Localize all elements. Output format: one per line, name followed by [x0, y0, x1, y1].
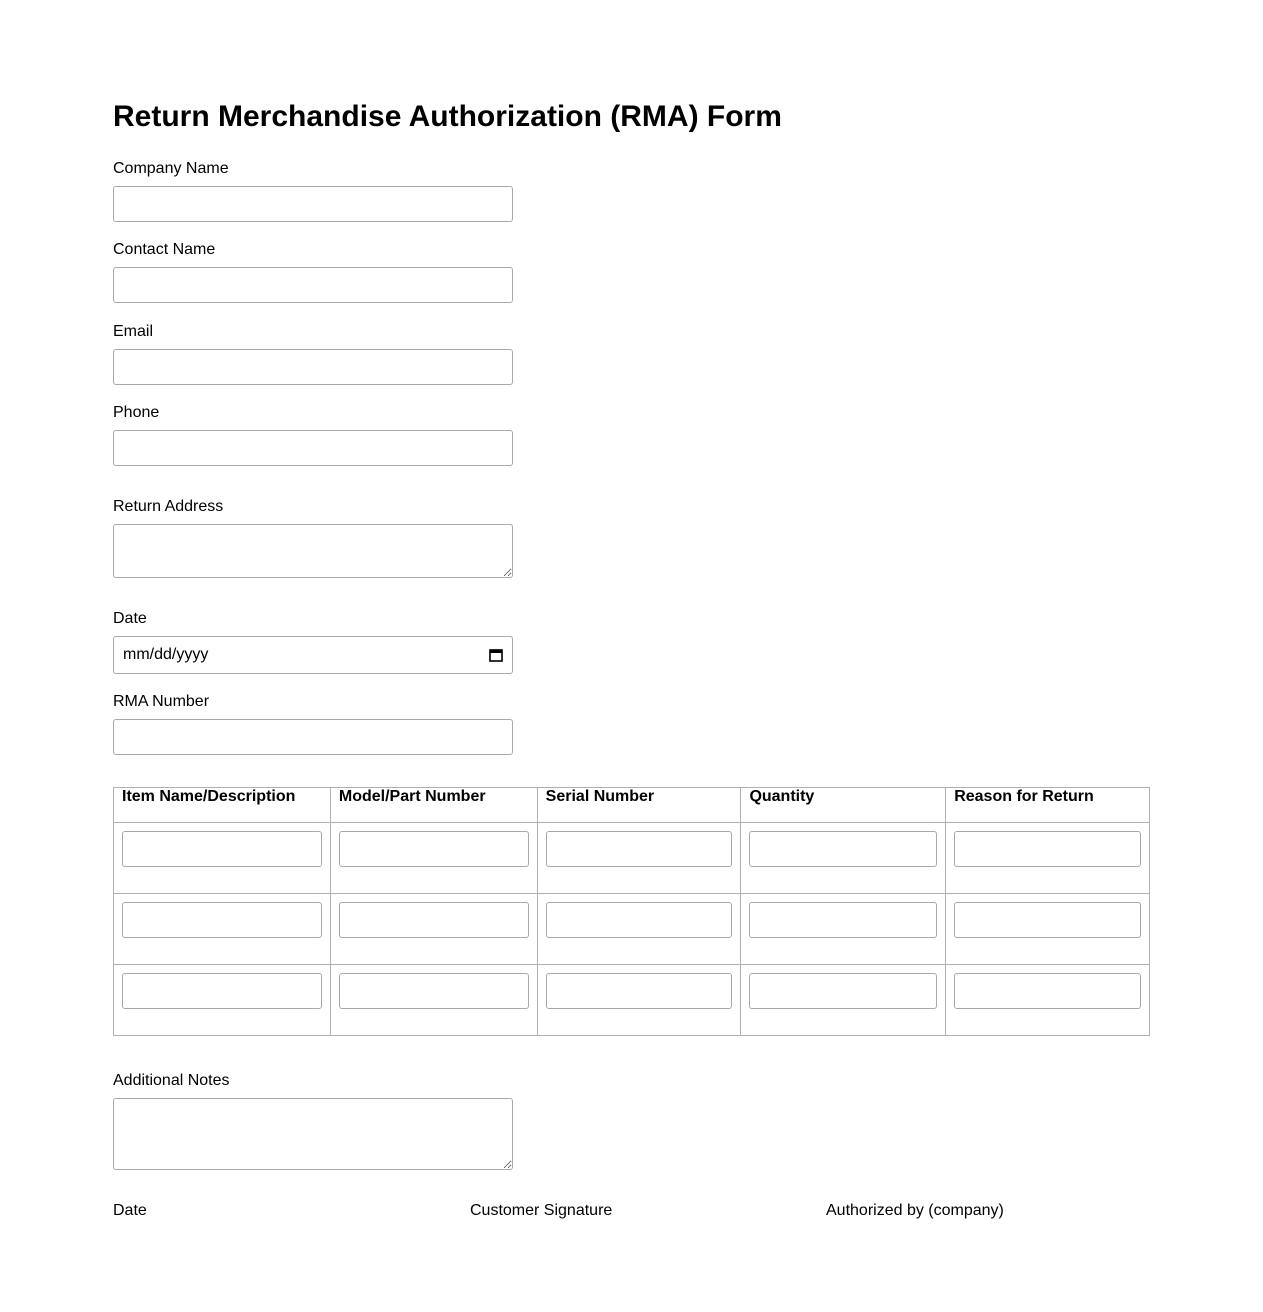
date-input[interactable]: [113, 636, 513, 674]
table-cell: [537, 965, 741, 1036]
customer-signature-label: Customer Signature: [470, 1202, 613, 1219]
table-cell: [946, 823, 1150, 894]
table-cell: [946, 894, 1150, 965]
table-cell-input[interactable]: [546, 973, 733, 1009]
table-cell: [330, 965, 537, 1036]
phone-label: Phone: [113, 404, 160, 421]
items-table: [113, 787, 1150, 1036]
email-label: Email: [113, 323, 154, 340]
table-row: [114, 965, 1150, 1036]
table-cell-input[interactable]: [339, 831, 529, 867]
table-cell: [537, 823, 741, 894]
column-header: Reason for Return: [946, 788, 1150, 823]
calendar-icon[interactable]: [489, 648, 503, 662]
table-cell: [741, 894, 946, 965]
date-placeholder: mm/dd/yyyy: [123, 646, 209, 663]
table-cell: [330, 894, 537, 965]
table-cell: [537, 894, 741, 965]
table-cell-input[interactable]: [546, 902, 733, 938]
table-cell-input[interactable]: [339, 973, 529, 1009]
return-address-textarea[interactable]: [113, 524, 513, 578]
signature-date-label: Date: [113, 1202, 147, 1219]
additional-notes-label: Additional Notes: [113, 1072, 230, 1089]
additional-notes-textarea[interactable]: [113, 1098, 513, 1170]
table-cell-input[interactable]: [749, 973, 937, 1009]
phone-input[interactable]: [113, 430, 513, 466]
table-cell: [114, 894, 331, 965]
company-name-label: Company Name: [113, 160, 229, 177]
return-address-label: Return Address: [113, 498, 224, 515]
column-header: Model/Part Number: [330, 788, 537, 823]
table-cell-input[interactable]: [122, 973, 322, 1009]
table-cell: [114, 823, 331, 894]
table-cell: [946, 965, 1150, 1036]
table-cell-input[interactable]: [954, 831, 1141, 867]
contact-name-input[interactable]: [113, 267, 513, 303]
page-title: Return Merchandise Authorization (RMA) Form: [113, 100, 782, 133]
table-cell: [741, 965, 946, 1036]
date-label: Date: [113, 610, 147, 627]
table-cell: [330, 823, 537, 894]
table-cell-input[interactable]: [749, 902, 937, 938]
table-cell-input[interactable]: [339, 902, 529, 938]
table-row: [114, 823, 1150, 894]
rma-number-label: RMA Number: [113, 693, 210, 710]
rma-number-input[interactable]: [113, 719, 513, 755]
column-header: Item Name/Description: [114, 788, 331, 823]
table-cell-input[interactable]: [546, 831, 733, 867]
contact-name-label: Contact Name: [113, 241, 216, 258]
column-header: Serial Number: [537, 788, 741, 823]
table-cell-input[interactable]: [954, 902, 1141, 938]
table-cell-input[interactable]: [749, 831, 937, 867]
authorized-by-label: Authorized by (company): [826, 1202, 1004, 1219]
table-cell-input[interactable]: [122, 831, 322, 867]
table-cell: [741, 823, 946, 894]
table-cell-input[interactable]: [122, 902, 322, 938]
email-input[interactable]: [113, 349, 513, 385]
company-name-input[interactable]: [113, 186, 513, 222]
table-row: [114, 894, 1150, 965]
table-cell: [114, 965, 331, 1036]
table-cell-input[interactable]: [954, 973, 1141, 1009]
column-header: Quantity: [741, 788, 946, 823]
